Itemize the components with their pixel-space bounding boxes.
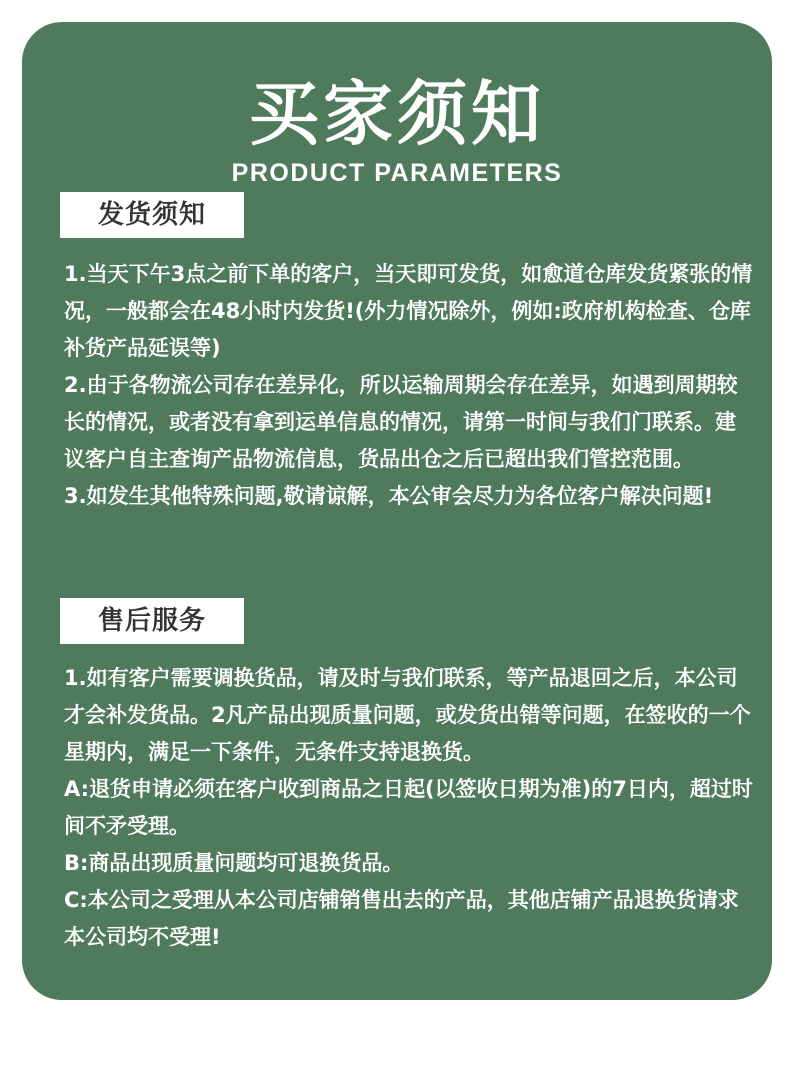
shipping-paragraph-3: 3.如发生其他特殊问题,敬请谅解，本公审会尽力为各位客户解决问题! — [64, 484, 714, 508]
page-subtitle: PRODUCT PARAMETERS — [231, 159, 563, 187]
section-label-aftersales: 售后服务 — [60, 598, 244, 644]
aftersales-paragraph-a: A:退货申请必须在客户收到商品之日起(以签收日期为准)的7日内，超过时间不矛受理。 — [64, 777, 753, 838]
aftersales-paragraph-c: C:本公司之受理从本公司店铺销售出去的产品，其他店铺产品退换货请求本公司均不受理! — [64, 888, 739, 949]
section-label-shipping: 发货须知 — [60, 192, 244, 238]
shipping-paragraph-2: 2.由于各物流公司存在差异化，所以运输周期会存在差异，如遇到周期较长的情况，或者没有拿到运单信息的情况，请第一时间与我们门联系。建议客户自主查询产品物流信息，货品出仓之后已超出我们管控范围。 — [64, 373, 738, 471]
page-title: 买家须知 — [249, 73, 545, 155]
aftersales-paragraph-b: B:商品出现质量问题均可退换货品。 — [64, 851, 404, 875]
aftersales-paragraph-1: 1.如有客户需要调换货品，请及时与我们联系，等产品退回之后，本公司才会补发货品。2凡产品出现质量问题，或发货出错等问题，在签收的一个星期内，满足一下条件，无条件支持退换货。 — [64, 666, 751, 764]
section-body-shipping — [64, 256, 754, 515]
shipping-paragraph-1: 1.当天下午3点之前下单的客户，当天即可发货，如愈道仓库发货紧张的情况，一般都会在48小时内发货!(外力情况除外，例如:政府机构检查、仓库补货产品延误等) — [64, 262, 753, 360]
section-body-aftersales — [64, 660, 754, 956]
notice-card — [22, 22, 772, 1000]
